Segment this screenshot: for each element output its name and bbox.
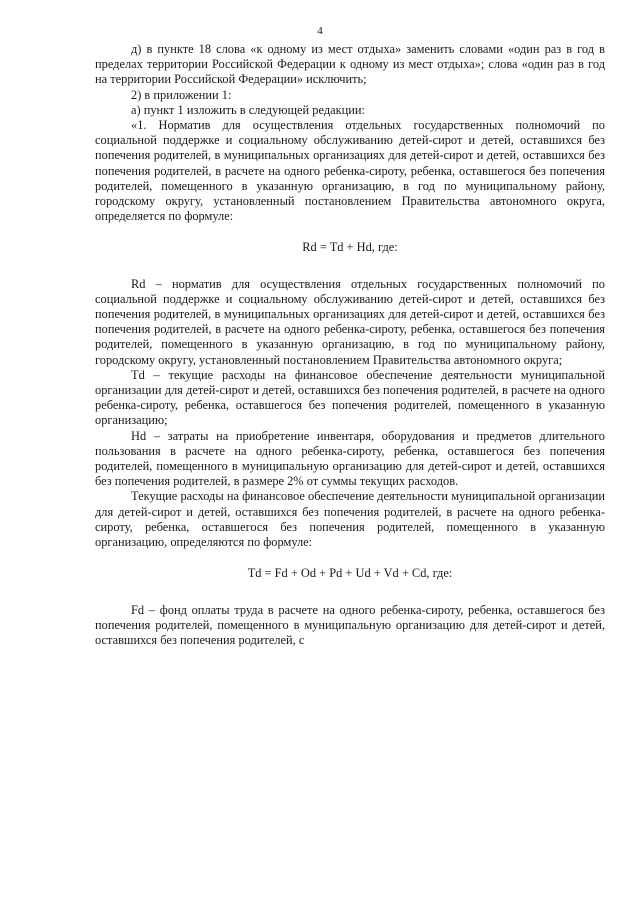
- paragraph-fd-definition: Fd – фонд оплаты труда в расчете на одного ребенка-сироту, ребенка, оставшегося без попечения родителей, помещенного в муниципальную организацию для детей-сирот и детей, оставшихся без попечения родителей, с: [95, 602, 605, 647]
- formula-td: Td = Fd + Od + Pd + Ud + Vd + Cd, где:: [247, 566, 453, 581]
- paragraph-td-definition: Td – текущие расходы на финансовое обеспечение деятельности муниципальной организации для детей-сирот и детей, оставшихся без попечения родителей, в расчете на одного ребенка-сироту, ребенка, оставшегося без попечения родителей, помещенного в указанную организацию;: [95, 367, 605, 428]
- paragraph-current-expenses: Текущие расходы на финансовое обеспечение деятельности муниципальной организации для детей-сирот и детей, оставшихся без попечения родителей, в расчете на одного ребенка-сироту, ребенка, оставшегося без попечения родителей, помещенного в указанную организацию, определяются по формуле:: [95, 489, 605, 550]
- paragraph-point-1-edit: а) пункт 1 изложить в следующей редакции:: [131, 102, 365, 117]
- formula-rd: Rd = Td + Hd, где:: [302, 240, 398, 255]
- paragraph-norm-definition: «1. Норматив для осуществления отдельных государственных полномочий по социальной поддержке и социальному обслуживанию детей-сирот и детей, оставшихся без попечения родителей, в муниципальных организациях для детей-сирот и детей, оставшихся без попечения родителей, в расчете на одного ребенка-сироту, ребенка, оставшегося без попечения родителей, помещенного в указанную организацию, в год по муниципальному району, городскому округу, установленный постановлением Правительства автономного округа, определяется по формуле:: [95, 118, 605, 224]
- paragraph-rd-definition: Rd – норматив для осуществления отдельных государственных полномочий по социальной поддержке и социальному обслуживанию детей-сирот и детей, оставшихся без попечения родителей, в муниципальных организациях для детей-сирот и детей, оставшихся без попечения родителей, в расчете на одного ребенка-сироту, ребенка, оставшегося без попечения родителей, помещенного в указанную организацию, в год по муниципальному району, городскому округу, установленный постановлением Правительства автономного округа;: [95, 276, 605, 367]
- page-number: 4: [317, 25, 323, 37]
- paragraph-d-point-18: д) в пункте 18 слова «к одному из мест отдыха» заменить словами «один раз в год в пределах территории Российской Федерации к одному из мест отдыха»; слова «один раз в год на территории Российской Федерации» исключить;: [95, 42, 605, 87]
- paragraph-appendix-1: 2) в приложении 1:: [131, 87, 232, 102]
- paragraph-hd-definition: Hd – затраты на приобретение инвентаря, оборудования и предметов длительного пользования в расчете на одного ребенка-сироту, ребенка, оставшегося без попечения родителей, помещенного в муниципальную организацию для детей-сирот и детей, оставшихся без попечения родителей, в размере 2% от суммы текущих расходов.: [95, 428, 605, 489]
- document-body: [95, 42, 605, 648]
